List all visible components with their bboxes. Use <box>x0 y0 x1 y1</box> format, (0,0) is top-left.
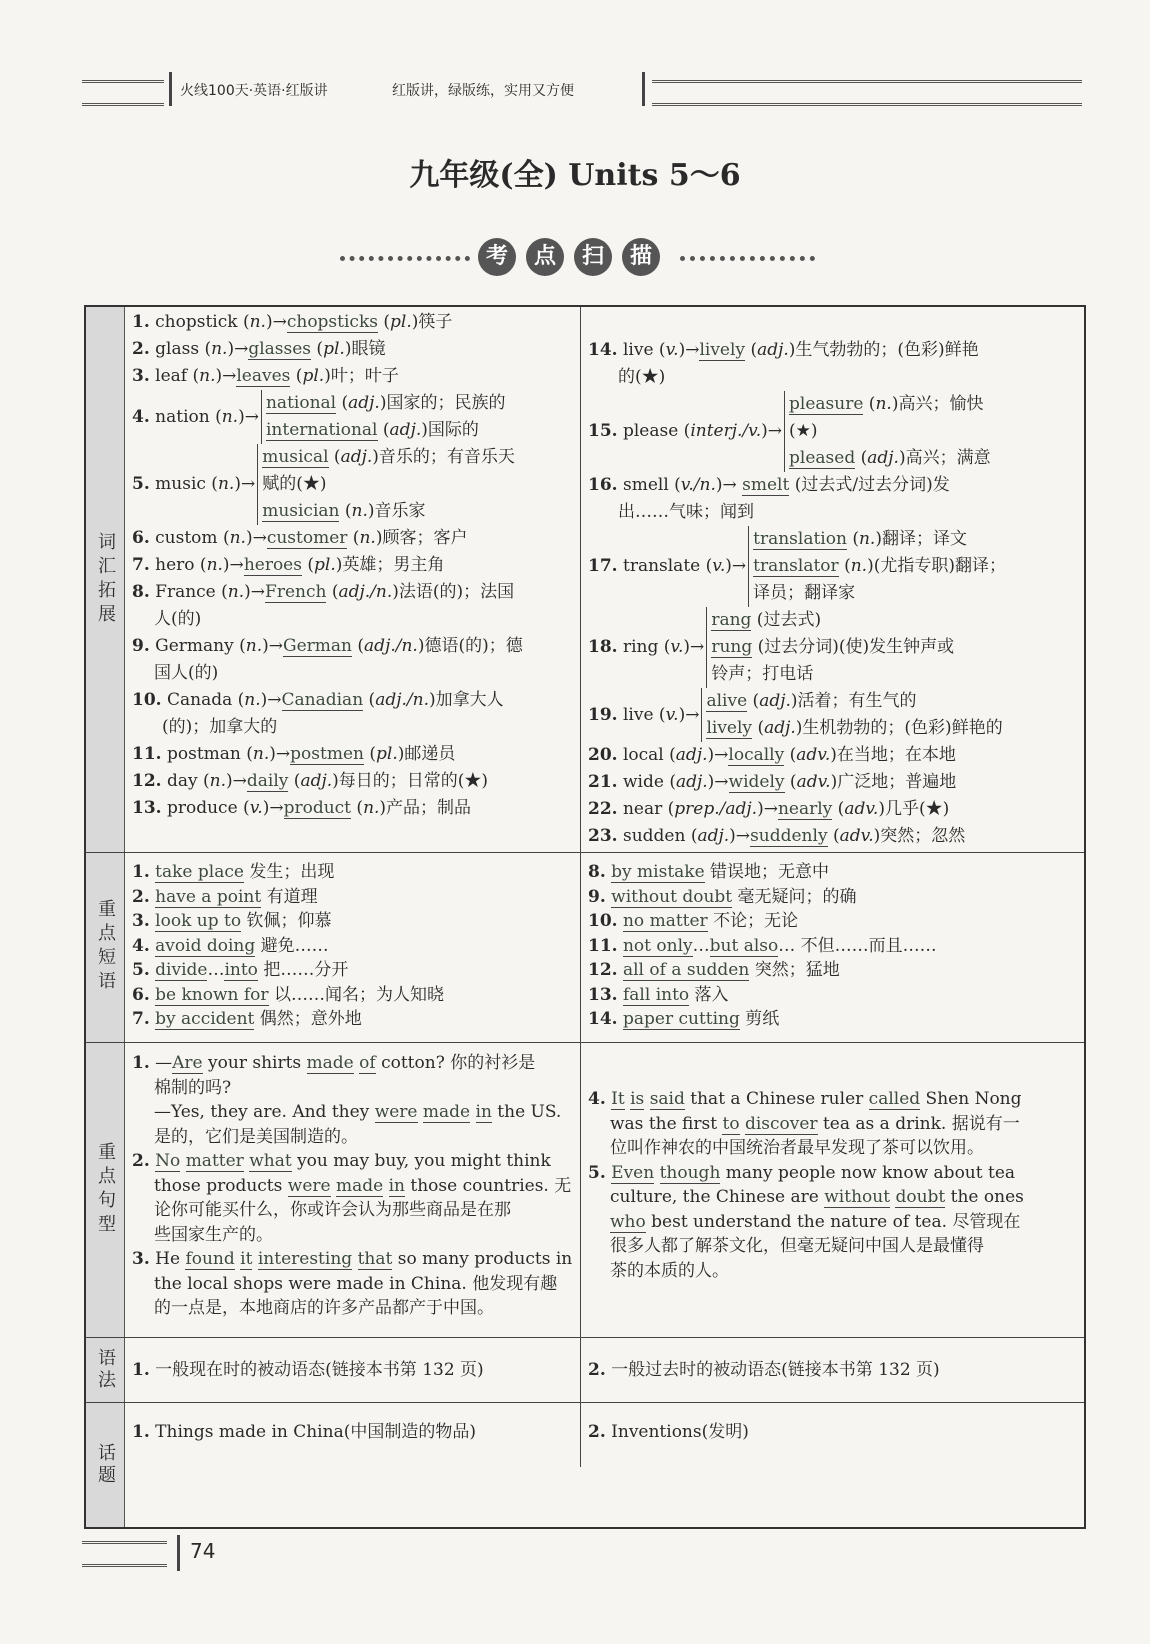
sentence-item: 4. It is said that a Chinese ruler called Shen Nong <box>588 1089 1022 1109</box>
side-label-text: 话题 <box>95 1442 116 1487</box>
phrase-item: 9. without doubt 毫无疑问；的确 <box>588 886 857 907</box>
row-divider <box>86 1402 1084 1403</box>
banner-dots-right <box>680 256 815 261</box>
topic-right: 2. Inventions(发明) <box>588 1422 749 1442</box>
banner-char: 点 <box>526 238 564 276</box>
vocab-item: 3. leaf (n.)→leaves (pl.)叶；叶子 <box>132 366 399 386</box>
phrase-item: 11. not only…but also… 不但……而且…… <box>588 935 937 956</box>
vocab-item: 18. ring (v.)→ rang (过去式) rung (过去分词)(使)发生钟声或 铃声；打电话 <box>588 607 1078 688</box>
sentences-right <box>588 1087 1078 1283</box>
grammar-right: 2. 一般过去时的被动语态(链接本书第 132 页) <box>588 1360 940 1380</box>
phrase-item: 14. paper cutting 剪纸 <box>588 1009 780 1029</box>
header-divider-right <box>642 72 645 106</box>
banner-dots-left <box>340 256 470 261</box>
page-number: 74 <box>190 1539 216 1563</box>
vocab-item: 4. nation (n.)→ national (adj.)国家的；民族的 international (adj.)国际的 <box>132 390 572 444</box>
header-rule-left <box>82 80 164 106</box>
sentence-item: 论你可能买什么，你或许会认为那些商品是在那 <box>154 1200 511 1220</box>
phrase-item: 1. take place 发生；出现 <box>132 862 335 882</box>
side-label-vocab <box>86 307 125 852</box>
sentence-item: 些国家生产的。 <box>154 1224 273 1245</box>
vocab-item: 6. custom (n.)→customer (n.)顾客；客户 <box>132 528 468 548</box>
banner-char: 描 <box>622 238 660 276</box>
sentence-item: 3. He found it interesting that so many products in <box>132 1249 573 1269</box>
phrase-item: 6. be known for 以……闻名；为人知晓 <box>132 984 444 1005</box>
side-label-topic <box>86 1402 125 1527</box>
sentence-item: 茶的本质的人。 <box>610 1260 729 1281</box>
vocab-item: 15. please (interj./v.)→ pleasure (n.)高兴；愉快 (★) pleased (adj.)高兴；满意 <box>588 391 1078 472</box>
footer-rule <box>82 1541 167 1567</box>
sentence-item: —Yes, they are. And they were made in the US. <box>154 1102 562 1122</box>
vocab-item: 20. local (adj.)→locally (adv.)在当地；在本地 <box>588 745 956 765</box>
side-label-grammar <box>86 1337 125 1402</box>
sentence-item: 很多人都了解茶文化，但毫无疑问中国人是最懂得 <box>610 1236 984 1256</box>
column-divider <box>580 307 581 1467</box>
phrase-item: 3. look up to 钦佩；仰慕 <box>132 911 332 931</box>
vocab-item: 7. hero (n.)→heroes (pl.)英雄；男主角 <box>132 555 445 575</box>
vocab-item: 2. glass (n.)→glasses (pl.)眼镜 <box>132 339 386 359</box>
vocab-item: 21. wide (adj.)→widely (adv.)广泛地；普遍地 <box>588 772 957 792</box>
vocab-right <box>588 337 1078 850</box>
vocab-item: 11. postman (n.)→postmen (pl.)邮递员 <box>132 744 456 764</box>
grammar-left: 1. 一般现在时的被动语态(链接本书第 132 页) <box>132 1360 484 1380</box>
header-rule-right <box>652 80 1082 106</box>
phrase-item: 13. fall into 落入 <box>588 984 729 1005</box>
vocab-item: 10. Canada (n.)→Canadian (adj./n.)加拿大人 <box>132 690 504 710</box>
header-book-title: 火线100天·英语·红版讲 <box>180 83 328 99</box>
sentence-item: culture, the Chinese are without doubt the ones <box>610 1187 1024 1207</box>
side-label-sentences <box>86 1042 125 1337</box>
vocab-item: 国人(的) <box>154 663 219 683</box>
vocab-item: 14. live (v.)→lively (adj.)生气勃勃的；(色彩)鲜艳 <box>588 340 979 360</box>
sentence-item: 棉制的吗? <box>154 1077 232 1098</box>
side-label-text: 语法 <box>95 1347 116 1392</box>
side-label-text: 重点短语 <box>95 899 116 995</box>
vocab-item: 9. Germany (n.)→German (adj./n.)德语(的)；德 <box>132 636 523 656</box>
page-header <box>82 70 1082 110</box>
sentence-item: 位叫作神农的中国统治者最早发现了茶可以饮用。 <box>610 1138 984 1158</box>
vocab-item: 12. day (n.)→daily (adj.)每日的；日常的(★) <box>132 771 489 791</box>
banner-char: 扫 <box>574 238 612 276</box>
sentence-item: 1. —Are your shirts made of cotton? 你的衬衫是 <box>132 1053 536 1073</box>
vocab-item: 人(的) <box>154 609 202 629</box>
phrase-item: 10. no matter 不论；无论 <box>588 911 799 931</box>
phrase-item: 5. divide…into 把……分开 <box>132 960 349 980</box>
footer-divider <box>177 1535 180 1571</box>
page-footer <box>82 1535 382 1575</box>
vocab-item: 出……气味；闻到 <box>618 502 754 522</box>
side-label-text: 词汇拓展 <box>95 531 116 628</box>
phrase-item: 8. by mistake 错误地；无意中 <box>588 862 830 882</box>
vocab-item: 22. near (prep./adj.)→nearly (adv.)几乎(★) <box>588 799 950 819</box>
vocab-item: 23. sudden (adj.)→suddenly (adv.)突然；忽然 <box>588 826 966 846</box>
summary-table <box>84 305 1086 1529</box>
vocab-item: 8. France (n.)→French (adj./n.)法语(的)；法国 <box>132 582 515 602</box>
page-title: 九年级(全) Units 5～6 <box>409 158 741 193</box>
side-label-text: 重点句型 <box>95 1141 116 1238</box>
sentence-item: 的一点是，本地商店的许多产品都产于中国。 <box>154 1298 494 1318</box>
section-banner <box>340 238 820 278</box>
topic-left: 1. Things made in China(中国制造的物品) <box>132 1422 476 1442</box>
vocab-item: 13. produce (v.)→product (n.)产品；制品 <box>132 798 472 818</box>
vocab-item: 1. chopstick (n.)→chopsticks (pl.)筷子 <box>132 312 453 332</box>
phrases-left <box>132 860 572 1032</box>
sentence-item: 2. No matter what you may buy, you might think <box>132 1151 551 1171</box>
vocab-item: 16. smell (v./n.)→ smelt (过去式/过去分词)发 <box>588 475 950 495</box>
sentence-item: who best understand the nature of tea. 尽管现在 <box>610 1211 1021 1232</box>
vocab-item: 17. translate (v.)→ translation (n.)翻译；译文 translator (n.)(尤指专职)翻译； 译员；翻译家 <box>588 526 1078 607</box>
vocab-item: 的(★) <box>618 367 666 387</box>
vocab-item: 5. music (n.)→ musical (adj.)音乐的；有音乐天 赋的(★) musician (n.)音乐家 <box>132 444 572 525</box>
phrase-item: 12. all of a sudden 突然；猛地 <box>588 960 840 980</box>
phrase-item: 2. have a point 有道理 <box>132 886 318 907</box>
sentences-left <box>132 1051 572 1321</box>
row-divider <box>86 852 1084 853</box>
sentence-item: 是的，它们是美国制造的。 <box>154 1126 358 1147</box>
phrases-right <box>588 860 1078 1032</box>
sentence-item: those products were made in those countries. 无 <box>154 1175 572 1196</box>
row-divider <box>86 1042 1084 1043</box>
vocab-item: 19. live (v.)→ alive (adj.)活着；有生气的 lively (adj.)生机勃勃的；(色彩)鲜艳的 <box>588 688 1078 742</box>
sentence-item: 5. Even though many people now know about tea <box>588 1162 1016 1183</box>
header-divider <box>169 72 172 106</box>
vocab-left <box>132 309 572 822</box>
sentence-item: was the first to discover tea as a drink. 据说有一 <box>610 1113 1020 1134</box>
sentence-item: the local shops were made in China. 他发现有趣 <box>154 1273 558 1294</box>
side-label-phrases <box>86 852 125 1042</box>
vocab-item: (的)；加拿大的 <box>162 717 278 737</box>
banner-char: 考 <box>478 238 516 276</box>
row-divider <box>86 1337 1084 1338</box>
header-slogan: 红版讲，绿版练，实用又方便 <box>392 83 574 99</box>
phrase-item: 7. by accident 偶然；意外地 <box>132 1009 362 1029</box>
phrase-item: 4. avoid doing 避免…… <box>132 935 329 956</box>
